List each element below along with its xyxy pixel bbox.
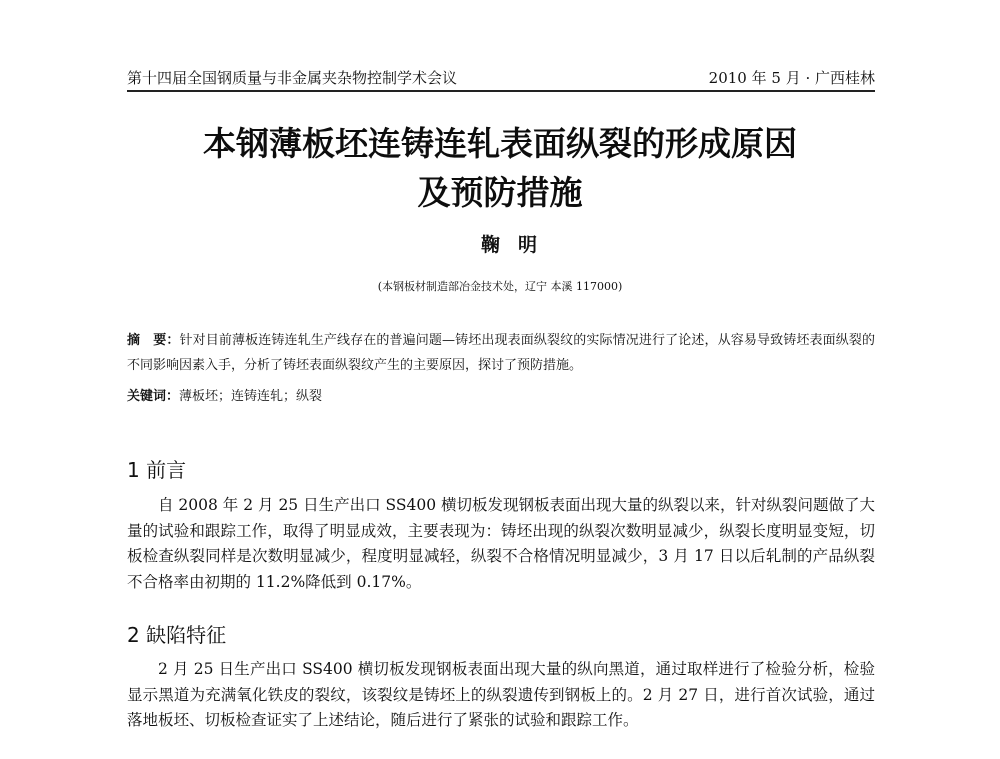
keywords xyxy=(127,387,875,407)
section-heading-introduction: 1 前言 xyxy=(127,458,187,482)
paper-title-line-1: 本钢薄板坯连铸连轧表面纵裂的形成原因 xyxy=(203,124,797,163)
keywords-text: 薄板坯；连铸连轧；纵裂 xyxy=(179,389,323,404)
section-paragraph-defect-features: 2 月 25 日生产出口 SS400 横切板发现钢板表面出现大量的纵向黑道，通过取样进行了检验分析，检验显示黑道为充满氧化铁皮的裂纹，该裂纹是铸坯上的纵裂遗传到钢板上的。2 月 27 日，进行首次试验，通过落地板坯、切板检查证实了上述结论，随后进行了紧张的试验和跟踪工作。 xyxy=(127,660,875,729)
author-name: 鞠明 xyxy=(480,234,555,256)
section-heading-defect-features: 2 缺陷特征 xyxy=(127,623,227,647)
running-header xyxy=(127,62,875,92)
abstract-text: 针对目前薄板连铸连轧生产线存在的普遍问题—铸坯出现表面纵裂纹的实际情况进行了论述，从容易导致铸坯表面纵裂的不同影响因素入手，分析了铸坯表面纵裂纹产生的主要原因，探讨了预防措施。 xyxy=(127,333,875,373)
author-affiliation: (本钢板材制造部冶金技术处，辽宁 本溪 117000) xyxy=(377,280,623,293)
section-paragraph-introduction: 自 2008 年 2 月 25 日生产出口 SS400 横切板发现钢板表面出现大量的纵裂以来，针对纵裂问题做了大量的试验和跟踪工作，取得了明显成效，主要表现为：铸坯出现的纵裂次数明显减少，纵裂长度明显变短，切板检查纵裂同样是次数明显减少，程度明显减轻，纵裂不合格情况明显减少，3 月 17 日以后轧制的产品纵裂不合格率由初期的 11.2%降低到 0.17%。 xyxy=(127,496,875,591)
abstract xyxy=(127,328,875,378)
conference-name: 第十四届全国钢质量与非金属夹杂物控制学术会议 xyxy=(127,69,458,87)
keywords-label: 关键词： xyxy=(127,389,180,404)
abstract-label: 摘 要： xyxy=(127,333,180,348)
paper-title-line-2: 及预防措施 xyxy=(417,173,583,212)
date-location: 2010 年 5 月 · 广西桂林 xyxy=(708,69,875,87)
